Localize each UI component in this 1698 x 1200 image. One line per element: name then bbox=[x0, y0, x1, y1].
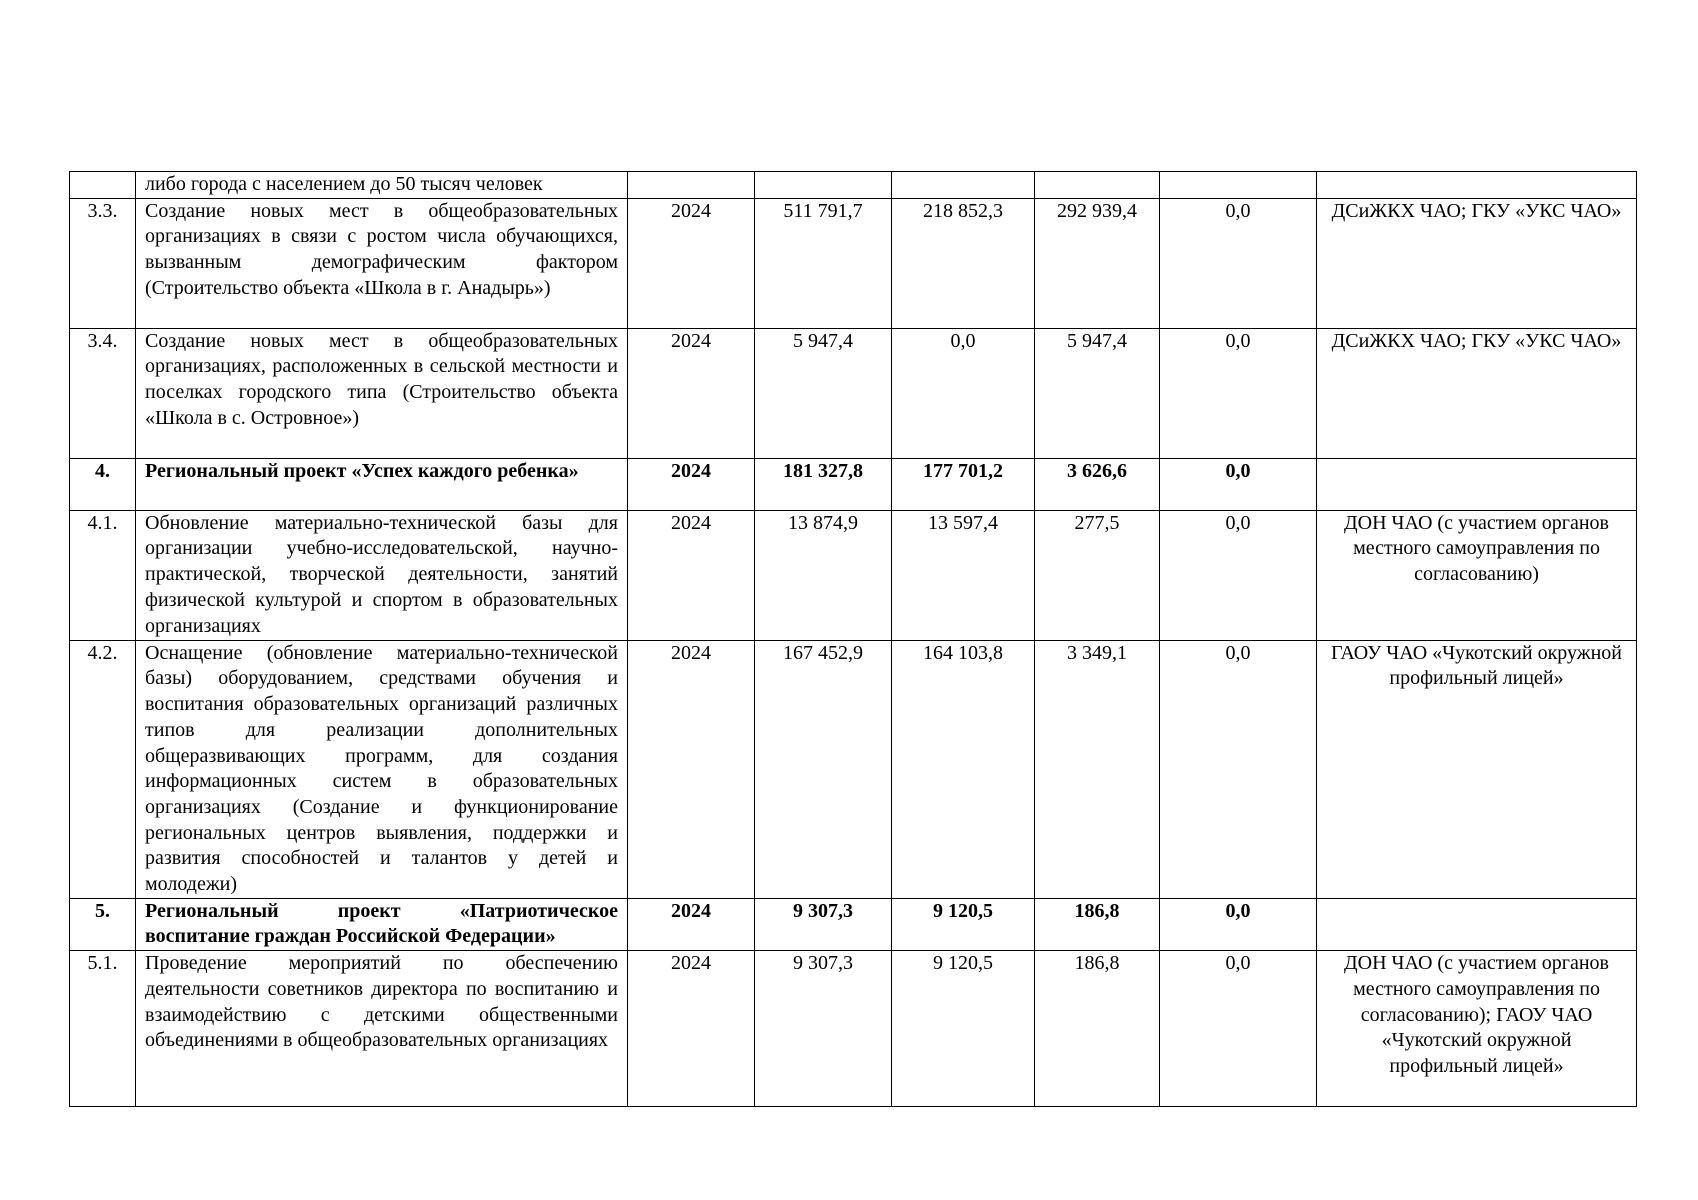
row-local: 0,0 bbox=[1160, 198, 1317, 328]
row-federal: 9 120,5 bbox=[892, 951, 1035, 1107]
row-regional: 5 947,4 bbox=[1035, 328, 1160, 458]
row-total: 9 307,3 bbox=[755, 898, 892, 950]
table-row bbox=[70, 172, 1637, 199]
row-federal bbox=[892, 172, 1035, 199]
table-row bbox=[70, 198, 1637, 328]
row-executor: ДОН ЧАО (с участием органов местного самоуправления по согласованию) bbox=[1317, 510, 1637, 640]
row-federal: 177 701,2 bbox=[892, 458, 1035, 510]
row-local bbox=[1160, 172, 1317, 199]
row-year: 2024 bbox=[628, 951, 755, 1107]
table-row bbox=[70, 898, 1637, 950]
row-local: 0,0 bbox=[1160, 951, 1317, 1107]
row-number: 3.3. bbox=[70, 198, 136, 328]
row-local: 0,0 bbox=[1160, 898, 1317, 950]
row-name: Региональный проект «Патриотическое воспитание граждан Российской Федерации» bbox=[136, 898, 628, 950]
budget-table bbox=[69, 171, 1637, 1107]
row-number: 3.4. bbox=[70, 328, 136, 458]
row-total: 167 452,9 bbox=[755, 640, 892, 898]
row-total: 511 791,7 bbox=[755, 198, 892, 328]
row-name: Региональный проект «Успех каждого ребенка» bbox=[136, 458, 628, 510]
row-executor bbox=[1317, 458, 1637, 510]
row-federal: 13 597,4 bbox=[892, 510, 1035, 640]
row-name: либо города с населением до 50 тысяч человек bbox=[136, 172, 628, 199]
row-regional: 186,8 bbox=[1035, 898, 1160, 950]
row-number: 4.2. bbox=[70, 640, 136, 898]
row-regional: 186,8 bbox=[1035, 951, 1160, 1107]
row-federal: 9 120,5 bbox=[892, 898, 1035, 950]
row-name: Создание новых мест в общеобразовательных организациях в связи с ростом числа обучающихся, вызванным демографическим фактором (Строительство объекта «Школа в г. Анадырь») bbox=[136, 198, 628, 328]
row-local: 0,0 bbox=[1160, 328, 1317, 458]
row-year: 2024 bbox=[628, 458, 755, 510]
row-year: 2024 bbox=[628, 510, 755, 640]
row-regional: 3 349,1 bbox=[1035, 640, 1160, 898]
row-name: Создание новых мест в общеобразовательных организациях, расположенных в сельской местности и поселках городского типа (Строительство объекта «Школа в с. Островное») bbox=[136, 328, 628, 458]
row-regional bbox=[1035, 172, 1160, 199]
row-total: 9 307,3 bbox=[755, 951, 892, 1107]
row-name: Проведение мероприятий по обеспечению деятельности советников директора по воспитанию и взаимодействию с детскими общественными объединениями в общеобразовательных организациях bbox=[136, 951, 628, 1107]
row-number: 4. bbox=[70, 458, 136, 510]
row-federal: 0,0 bbox=[892, 328, 1035, 458]
row-number: 5. bbox=[70, 898, 136, 950]
row-number: 4.1. bbox=[70, 510, 136, 640]
row-name: Обновление материально-технической базы для организации учебно-исследовательской, научно-практической, творческой деятельности, занятий физической культурой и спортом в образовательных организациях bbox=[136, 510, 628, 640]
row-total: 5 947,4 bbox=[755, 328, 892, 458]
row-federal: 218 852,3 bbox=[892, 198, 1035, 328]
row-executor: ДОН ЧАО (с участием органов местного самоуправления по согласованию); ГАОУ ЧАО «Чукотский окружной профильный лицей» bbox=[1317, 951, 1637, 1107]
row-regional: 3 626,6 bbox=[1035, 458, 1160, 510]
row-local: 0,0 bbox=[1160, 458, 1317, 510]
row-executor bbox=[1317, 898, 1637, 950]
row-year: 2024 bbox=[628, 898, 755, 950]
row-local: 0,0 bbox=[1160, 510, 1317, 640]
row-name: Оснащение (обновление материально-технической базы) оборудованием, средствами обучения и воспитания образовательных организаций различных типов для реализации дополнительных общеразвивающих программ, для создания информационных систем в образовательных организациях (Создание и функционирование региональных центров выявления, поддержки и развития способностей и талантов у детей и молодежи) bbox=[136, 640, 628, 898]
row-federal: 164 103,8 bbox=[892, 640, 1035, 898]
row-executor: ГАОУ ЧАО «Чукотский окружной профильный лицей» bbox=[1317, 640, 1637, 898]
row-total: 13 874,9 bbox=[755, 510, 892, 640]
row-number bbox=[70, 172, 136, 199]
row-local: 0,0 bbox=[1160, 640, 1317, 898]
row-year: 2024 bbox=[628, 328, 755, 458]
table-row bbox=[70, 458, 1637, 510]
row-executor: ДСиЖКХ ЧАО; ГКУ «УКС ЧАО» bbox=[1317, 328, 1637, 458]
row-year: 2024 bbox=[628, 198, 755, 328]
row-regional: 277,5 bbox=[1035, 510, 1160, 640]
row-executor bbox=[1317, 172, 1637, 199]
row-executor: ДСиЖКХ ЧАО; ГКУ «УКС ЧАО» bbox=[1317, 198, 1637, 328]
row-total bbox=[755, 172, 892, 199]
row-number: 5.1. bbox=[70, 951, 136, 1107]
row-year: 2024 bbox=[628, 640, 755, 898]
row-total: 181 327,8 bbox=[755, 458, 892, 510]
row-year bbox=[628, 172, 755, 199]
table-row bbox=[70, 510, 1637, 640]
table-row bbox=[70, 640, 1637, 898]
table-row bbox=[70, 951, 1637, 1107]
row-regional: 292 939,4 bbox=[1035, 198, 1160, 328]
table-row bbox=[70, 328, 1637, 458]
